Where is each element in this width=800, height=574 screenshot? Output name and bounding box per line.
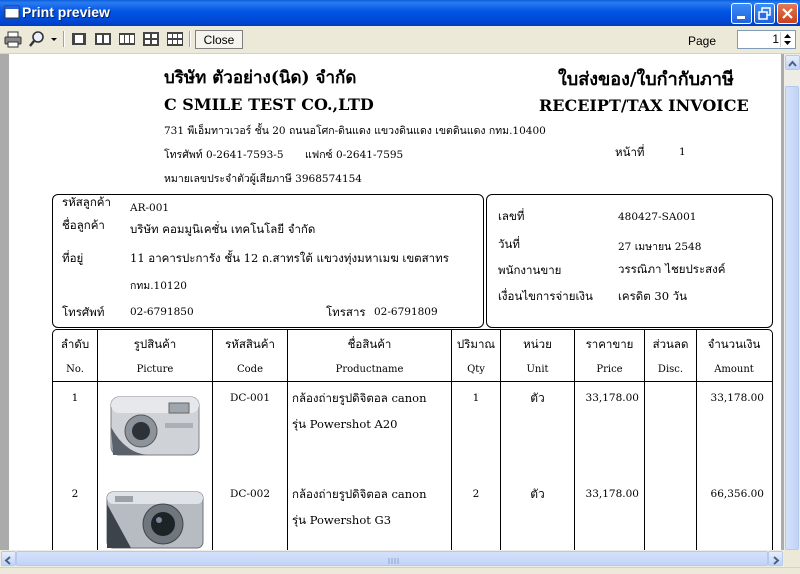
customer-name-label: ชื่อลูกค้า [62, 218, 105, 232]
row-product-name: กล้องถ่ายรูปดิจิตอล canon [292, 487, 427, 501]
company-tax-id: หมายเลขประจำตัวผู้เสียภาษี 3968574154 [164, 173, 362, 185]
document-title-english: RECEIPT/TAX INVOICE [539, 96, 749, 115]
salesperson: วรรณิภา ไชยประสงค์ [618, 262, 726, 276]
arrow-right-icon [769, 554, 782, 567]
arrow-up-icon [786, 58, 799, 71]
salesperson-label: พนักงานขาย [498, 263, 562, 277]
row-no: 2 [71, 488, 79, 500]
product-camera-image [105, 387, 205, 467]
three-pages-icon[interactable] [118, 30, 136, 48]
restore-icon [755, 4, 774, 23]
company-name-thai: บริษัท ตัวอย่าง(นิด) จำกัด [164, 68, 357, 88]
customer-code: AR-001 [130, 202, 170, 214]
page-number-spinner[interactable] [737, 30, 796, 49]
row-no: 1 [71, 392, 79, 404]
company-phone: โทรศัพท์ 0-2641-7593-5 [164, 149, 284, 161]
row-code: DC-001 [229, 392, 271, 404]
row-unit: ตัว [530, 487, 545, 501]
customer-name: บริษัท คอมมูนิเคชั่น เทคโนโลยี จำกัด [130, 222, 316, 236]
window-title: Print preview [22, 4, 110, 20]
zoom-icon[interactable] [28, 30, 46, 48]
row-qty: 2 [472, 488, 480, 500]
printer-icon[interactable] [4, 30, 22, 48]
four-pages-icon[interactable] [142, 30, 160, 48]
col-header-name-en: Productname [335, 364, 404, 375]
close-window-button[interactable] [777, 3, 798, 24]
six-pages-icon[interactable] [166, 30, 184, 48]
scroll-grip-icon [17, 554, 769, 567]
col-header-name-th: ชื่อสินค้า [347, 337, 392, 351]
page-label: Page [688, 34, 717, 48]
table-header-divider [52, 381, 772, 382]
row-price: 33,178.00 [585, 488, 639, 500]
row-unit: ตัว [530, 391, 545, 405]
company-fax: แฟกซ์ 0-2641-7595 [305, 149, 404, 161]
document-page [9, 54, 781, 550]
col-header-no-th: ลำดับ [60, 337, 90, 351]
col-header-qty-th: ปริมาณ [456, 337, 496, 351]
page-number: 1 [679, 146, 686, 158]
customer-phone-label: โทรศัพท์ [62, 305, 105, 319]
close-preview-button[interactable]: Close [195, 30, 243, 49]
col-header-picture-th: รูปสินค้า [133, 337, 177, 351]
col-header-unit-en: Unit [526, 364, 549, 375]
customer-fax: 02-6791809 [374, 306, 438, 318]
spinner-arrows-icon[interactable] [780, 32, 794, 47]
row-qty: 1 [472, 392, 480, 404]
col-header-amount-th: จำนวนเงิน [707, 337, 761, 351]
arrow-left-icon [2, 554, 15, 567]
restore-button[interactable] [754, 3, 775, 24]
customer-address-line1: 11 อาคารปะการัง ชั้น 12 ถ.สาทรใต้ แขวงทุ่งมหาเมฆ เขตสาทร [130, 251, 449, 265]
close-icon [778, 4, 797, 23]
product-camera-image [103, 486, 207, 550]
document-title-thai: ใบส่งของ/ใบกำกับภาษี [558, 69, 734, 90]
preview-area[interactable] [0, 54, 784, 550]
invoice-date-label: วันที่ [498, 237, 520, 251]
row-code: DC-002 [229, 488, 271, 500]
row-product-model: รุ่น Powershot G3 [292, 513, 392, 527]
toolbar [0, 26, 800, 54]
row-product-name: กล้องถ่ายรูปดิจิตอล canon [292, 391, 427, 405]
col-header-price-en: Price [596, 364, 623, 375]
invoice-date: 27 เมษายน 2548 [618, 241, 702, 253]
page-number-label: หน้าที่ [615, 145, 645, 159]
vertical-scroll-thumb[interactable] [785, 86, 799, 550]
scroll-right-button[interactable] [768, 551, 783, 566]
minimize-icon [732, 4, 751, 23]
col-header-unit-th: หน่วย [523, 337, 552, 351]
col-header-amount-en: Amount [714, 364, 754, 375]
minimize-button[interactable] [731, 3, 752, 24]
invoice-no: 480427-SA001 [618, 211, 697, 223]
col-header-disc-en: Disc. [657, 364, 684, 375]
customer-phone: 02-6791850 [130, 306, 194, 318]
scroll-up-button[interactable] [785, 55, 800, 70]
invoice-no-label: เลขที่ [498, 209, 525, 223]
payment-terms: เครดิต 30 วัน [618, 289, 687, 303]
one-page-icon[interactable] [70, 30, 88, 48]
two-pages-icon[interactable] [94, 30, 112, 48]
customer-address-line2: กทม.10120 [130, 280, 187, 292]
zoom-dropdown-icon[interactable] [49, 30, 59, 48]
col-header-price-th: ราคาขาย [585, 337, 634, 351]
customer-address-label: ที่อยู่ [62, 251, 84, 265]
row-amount: 33,178.00 [710, 392, 764, 404]
row-price: 33,178.00 [585, 392, 639, 404]
customer-code-label: รหัสลูกค้า [62, 195, 111, 209]
print-preview-app-icon [4, 5, 20, 19]
scrollbar-corner [784, 550, 800, 567]
col-header-code-th: รหัสสินค้า [225, 337, 275, 351]
col-header-code-en: Code [237, 364, 263, 375]
title-bar[interactable] [0, 0, 800, 26]
col-header-qty-en: Qty [467, 364, 485, 375]
col-header-picture-en: Picture [136, 364, 174, 375]
row-product-model: รุ่น Powershot A20 [292, 417, 398, 431]
company-name-english: C SMILE TEST CO.,LTD [164, 95, 374, 114]
col-header-disc-th: ส่วนลด [652, 337, 689, 351]
horizontal-scroll-thumb[interactable] [16, 551, 768, 566]
company-address: 731 พีเอ็มทาวเวอร์ ชั้น 20 ถนนอโศก-ดินแดง แขวงดินแดง เขตดินแดง กทม.10400 [164, 125, 546, 137]
page-number-value[interactable]: 1 [772, 32, 779, 46]
row-amount: 66,356.00 [710, 488, 764, 500]
col-header-no-en: No. [66, 364, 84, 375]
customer-fax-label: โทรสาร [326, 305, 366, 319]
scroll-left-button[interactable] [1, 551, 16, 566]
payment-terms-label: เงื่อนไขการจ่ายเงิน [498, 289, 593, 303]
